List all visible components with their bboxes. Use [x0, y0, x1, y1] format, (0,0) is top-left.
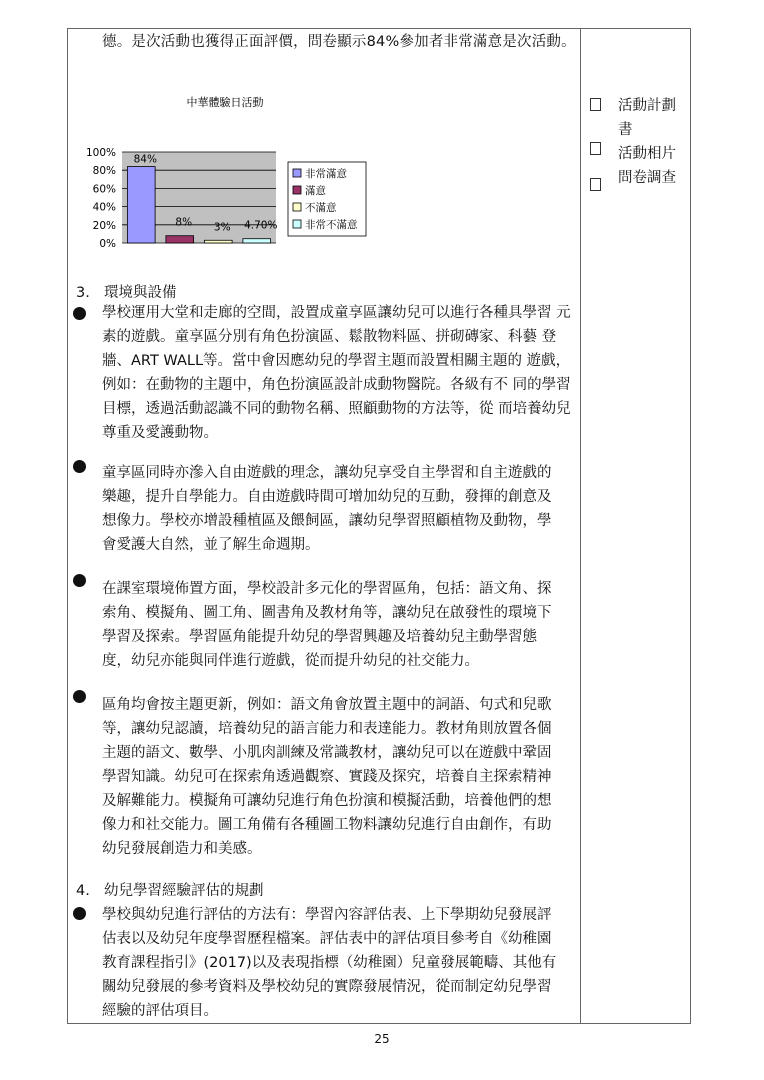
data-label: 4.70% — [244, 219, 278, 232]
bar — [127, 167, 155, 243]
chart-title: 中華體驗日活動 — [186, 96, 264, 109]
bullet-icon — [73, 907, 86, 920]
bar — [204, 240, 232, 243]
column-divider — [580, 28, 581, 1023]
data-label: 8% — [175, 216, 193, 229]
bar — [166, 236, 194, 243]
legend-swatch — [293, 186, 301, 194]
section3-paragraph-4: 區角均會按主題更新，例如：語文角會放置主題中的詞語、句式和兒歌 等，讓幼兒認讀，培養幼兒的語言能力和表達能力。教材角則放置各個 主題的語文、數學、小肌肉訓練及常識教材，讓幼兒可以在遊戲中鞏固 學習知識。幼兒可在探索角透過觀察、實踐及探究，培養自主探索精神 及解難能力。模擬角可讓幼兒進行角色扮演和模擬活動，培養他們的想 像力和社交能力。圖工角備有各種圖工物料讓幼兒進行自由創作，有助 幼兒發展創造力和美感。 — [102, 697, 552, 857]
bullet-icon — [73, 307, 86, 320]
checkbox-icon — [590, 178, 601, 191]
evidence-item-1: 活動計劃 書 — [618, 98, 676, 138]
section4-heading — [76, 879, 264, 903]
chart-plot — [86, 147, 277, 250]
evidence-item-3: 問卷調查 — [618, 170, 676, 186]
legend-entry: 非常滿意 — [305, 168, 347, 180]
section4-number: 4. — [76, 883, 90, 899]
bullet-icon — [73, 460, 86, 473]
legend-swatch — [293, 203, 301, 211]
legend-entry: 滿意 — [305, 185, 326, 197]
y-tick-label: 80% — [92, 165, 116, 178]
page-number: 25 — [374, 1032, 390, 1046]
legend-entry: 非常不滿意 — [305, 219, 358, 231]
chart-legend — [288, 162, 366, 236]
y-tick-label: 0% — [99, 238, 116, 250]
data-label: 3% — [213, 221, 231, 234]
bar — [243, 239, 271, 243]
checkbox-icon — [590, 142, 601, 155]
legend-swatch — [293, 220, 301, 228]
y-tick-label: 20% — [92, 219, 116, 232]
legend-entry: 不滿意 — [305, 202, 337, 214]
y-tick-label: 40% — [92, 201, 116, 214]
legend-swatch — [293, 169, 301, 177]
section4-title: 幼兒學習經驗評估的規劃 — [104, 883, 264, 899]
evidence-checkbox-1 — [590, 94, 617, 118]
section3-paragraph-2: 童享區同時亦滲入自由遊戲的理念，讓幼兒享受自主學習和自主遊戲的 樂趣，提升自學能力。自由遊戲時間可增加幼兒的互動，發揮的創意及 想像力。學校亦增設種植區及餵飼區，讓幼兒學習照顧植物及動物，學 會愛護大自然，並了解生命週期。 — [102, 465, 552, 553]
evidence-item-2: 活動相片 — [618, 146, 676, 162]
section3-paragraph-3: 在課室環境佈置方面，學校設計多元化的學習區角，包括：語文角、探 索角、模擬角、圖工角、圖書角及教材角等，讓幼兒在啟發性的環境下 學習及探索。學習區角能提升幼兒的學習興趣及培養幼兒主動學習態 度，幼兒亦能與同伴進行遊戲，從而提升幼兒的社交能力。 — [102, 581, 552, 669]
y-tick-label: 60% — [92, 183, 116, 196]
top-line: 德。是次活動也獲得正面評價，問卷顯示84%參加者非常滿意是次活動。 — [102, 34, 576, 50]
section3-title: 環境與設備 — [104, 285, 177, 301]
y-tick-label: 100% — [85, 147, 116, 159]
section3-number: 3. — [76, 285, 90, 301]
bullet-icon — [73, 690, 86, 703]
checkbox-icon — [590, 98, 601, 111]
evidence-checkbox-2 — [590, 138, 617, 162]
section3-paragraph-1: 學校運用大堂和走廊的空間，設置成童享區讓幼兒可以進行各種具學習 元 素的遊戲。童享區分別有角色扮演區、鬆散物料區、拼砌磚家、科藝 登 牆、ART WALL等。當中會因應幼兒的學習主題而設置相關主題的 遊戲， 例如：在動物的主題中，角色扮演區設計成動物醫院。各級有不 同的學習 目標，透過活動認識不同的動物名稱、照顧動物的方法等，從 而培養幼兒 尊重及愛護動物。 — [102, 305, 571, 441]
satisfaction-chart — [80, 88, 380, 258]
data-label: 84% — [133, 153, 157, 166]
bullet-icon — [73, 574, 86, 587]
evidence-checkbox-3 — [590, 174, 617, 198]
section4-paragraph-1: 學校與幼兒進行評估的方法有：學習內容評估表、上下學期幼兒發展評 估表以及幼兒年度學習歷程檔案。評估表中的評估項目參考自《幼稚園 教育課程指引》(2017)以及表現指標（幼稚園）兒童發展範疇、其他有 關幼兒發展的參考資料及學校幼兒的實際發展情況，從而制定幼兒學習 經驗的評估項目。 — [102, 907, 557, 1019]
